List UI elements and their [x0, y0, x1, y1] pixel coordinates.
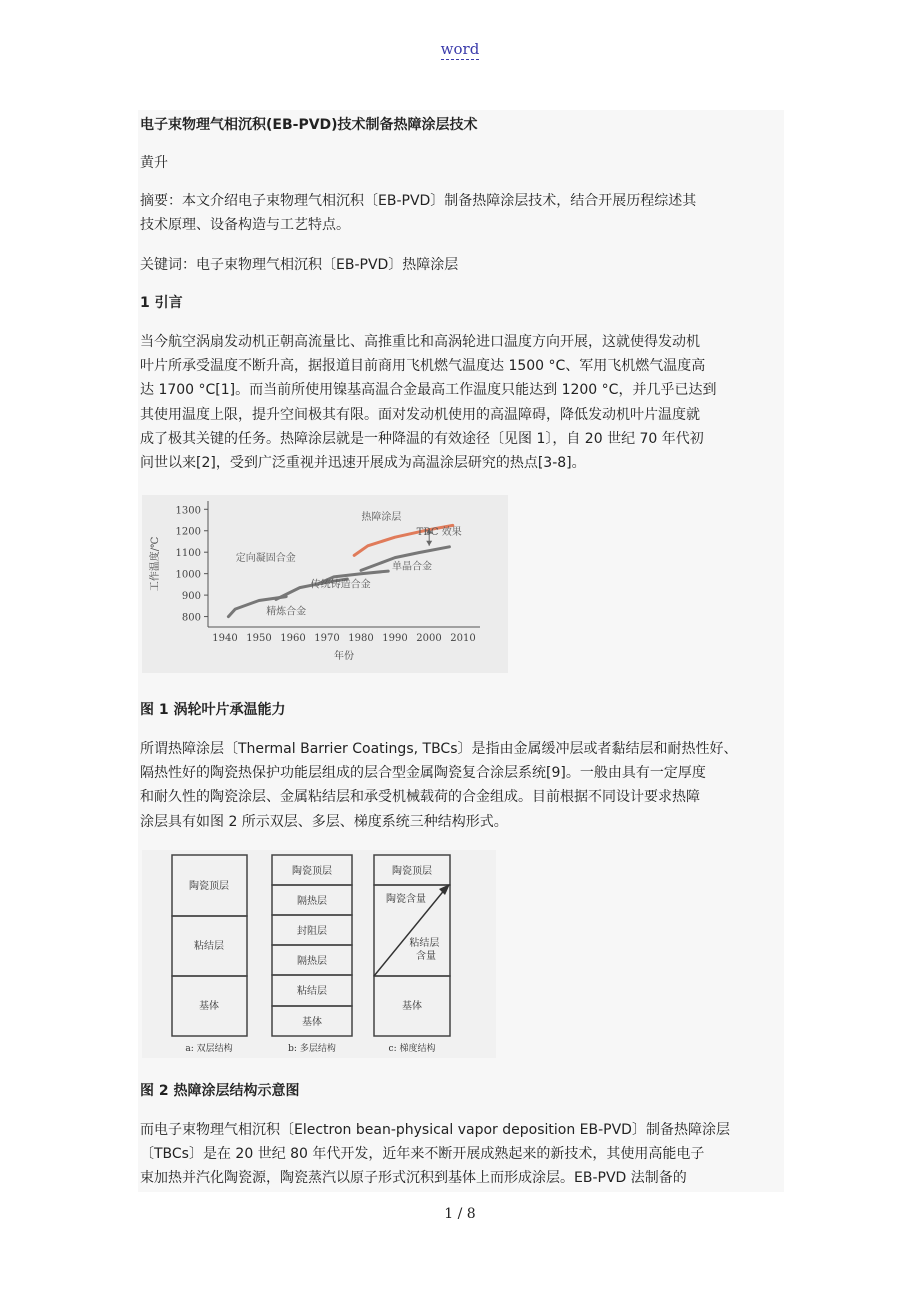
y-tick-label: 1200 — [175, 526, 201, 538]
x-tick-label: 1950 — [246, 633, 272, 644]
layer-label: 隔热层 — [297, 956, 327, 967]
abstract-line: 摘要：本文介绍电子束物理气相沉积〔EB-PVD〕制备热障涂层技术，结合开展历程综述其 — [140, 193, 697, 209]
text-line: 〔TBCs〕是在 20 世纪 80 年代开发，近年来不断开展成熟起来的新技术，其使用高能电子 — [140, 1146, 705, 1163]
figure-1-caption: 图 1 涡轮叶片承温能力 — [140, 702, 286, 718]
text-line: 问世以来[2]，受到广泛重视并迅速开展成为高温涂层研究的热点[3-8]。 — [140, 455, 586, 472]
x-tick-label: 2000 — [416, 633, 442, 644]
layer-label-line: 含量 — [416, 951, 436, 962]
text-line: 成了极其关键的任务。热障涂层就是一种降温的有效途径〔见图 1〕，自 20 世纪 70 年代初 — [140, 430, 704, 447]
y-tick-label: 1000 — [175, 569, 201, 581]
annotation-label: 精炼合金 — [266, 606, 307, 618]
coating-structure-diagram — [142, 850, 496, 1058]
layer-label — [409, 936, 442, 962]
layer-label: 粘结层 — [297, 986, 327, 997]
abstract — [140, 189, 780, 237]
x-tick-label: 1970 — [314, 633, 340, 644]
x-tick-label: 1940 — [212, 633, 238, 644]
doc-title: 电子束物理气相沉积(EB-PVD)技术制备热障涂层技术 — [140, 117, 478, 133]
x-axis-label: 年份 — [334, 651, 354, 662]
header-word-link[interactable]: word — [440, 40, 480, 58]
layer-label: 陶瓷顶层 — [189, 881, 229, 892]
keywords: 关键词：电子束物理气相沉积〔EB-PVD〕热障涂层 — [140, 257, 459, 273]
y-axis-label: 工作温度/℃ — [150, 536, 161, 592]
layer-label: 隔热层 — [297, 896, 327, 907]
layer-label: 陶瓷含量 — [386, 894, 426, 905]
layer-label: 基体 — [402, 1001, 422, 1012]
page-header — [0, 40, 920, 58]
layer-label: 封阻层 — [297, 926, 327, 937]
text-line: 当今航空涡扇发动机正朝高流量比、高推重比和高涡轮进口温度方向开展，这就使得发动机 — [140, 334, 700, 350]
text-line: 束加热并汽化陶瓷源，陶瓷蒸汽以原子形式沉积到基体上而形成涂层。EB-PVD 法制备的 — [140, 1170, 687, 1187]
x-tick-label: 1990 — [382, 633, 408, 644]
temperature-chart — [142, 495, 508, 673]
layer-label: 基体 — [302, 1017, 322, 1028]
annotation-label: 定向凝固合金 — [235, 552, 296, 564]
diagram-label: c: 梯度结构 — [388, 1044, 436, 1054]
x-tick-label: 1960 — [280, 633, 306, 644]
text-line: 其使用温度上限，提升空间极其有限。面对发动机使用的高温障碍，降低发动机叶片温度就 — [140, 406, 700, 423]
annotation-label: 传统铸造合金 — [310, 579, 371, 591]
text-line: 所谓热障涂层〔Thermal Barrier Coatings, TBCs〕是指由金属缓冲层或者黏结层和耐热性好、 — [140, 741, 738, 757]
y-tick-label: 800 — [181, 612, 201, 624]
doc-author: 黄升 — [140, 155, 168, 171]
layer-label: 基体 — [199, 1001, 219, 1012]
y-tick-label: 1300 — [175, 505, 201, 517]
diagram-label: a: 双层结构 — [185, 1044, 233, 1054]
annotation-label: 热障涂层 — [361, 512, 402, 524]
text-line: 隔热性好的陶瓷热保护功能层组成的层合型金属陶瓷复合涂层系统[9]。一般由具有一定厚度 — [140, 765, 706, 782]
y-tick-label: 1100 — [175, 548, 201, 560]
layer-label: 陶瓷顶层 — [392, 866, 432, 877]
figure-2-caption: 图 2 热障涂层结构示意图 — [140, 1083, 300, 1099]
x-tick-label: 1980 — [348, 633, 374, 644]
paragraph-tbc — [140, 737, 780, 834]
annotation-label: 单晶合金 — [392, 561, 432, 573]
paragraph-ebpvd — [140, 1118, 780, 1191]
layer-label: 陶瓷顶层 — [292, 866, 332, 877]
paragraph-intro — [140, 330, 780, 475]
text-line: 涂层具有如图 2 所示双层、多层、梯度系统三种结构形式。 — [140, 813, 508, 830]
layer-label-line: 粘结层 — [409, 938, 440, 949]
figure-1-chart — [142, 495, 508, 673]
arrow-down-icon — [426, 541, 432, 546]
y-tick-label: 900 — [181, 591, 201, 603]
text-line: 和耐久性的陶瓷涂层、金属粘结层和承受机械载荷的合金组成。目前根据不同设计要求热障 — [140, 789, 700, 806]
figure-2-diagram — [142, 850, 496, 1058]
diagram-label: b: 多层结构 — [288, 1044, 336, 1054]
x-tick-label: 2010 — [450, 633, 476, 644]
section-heading: 1 引言 — [140, 295, 183, 311]
abstract-line: 技术原理、设备构造与工艺特点。 — [140, 217, 350, 234]
text-line: 叶片所承受温度不断升高，据报道目前商用飞机燃气温度达 1500 °C、军用飞机燃气温度高 — [140, 358, 706, 375]
annotation-label: TBC 效果 — [416, 527, 462, 539]
text-line: 而电子束物理气相沉积〔Electron bean-physical vapor deposition EB-PVD〕制备热障涂层 — [140, 1122, 730, 1138]
page-number: 1 / 8 — [444, 1206, 476, 1222]
document-body — [138, 110, 784, 1192]
text-line: 达 1700 °C[1]。而当前所使用镍基高温合金最高工作温度只能达到 1200 °C，并几乎已达到 — [140, 382, 717, 399]
layer-label: 粘结层 — [194, 941, 224, 952]
